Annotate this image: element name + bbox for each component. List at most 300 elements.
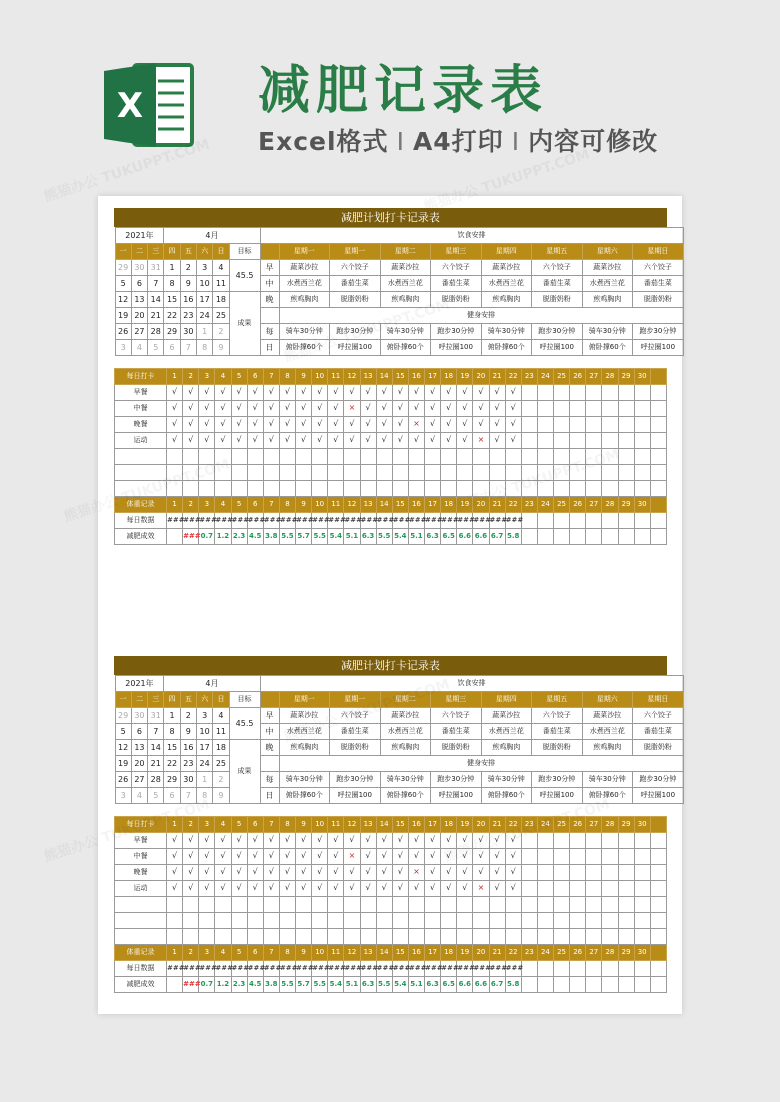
calendar-day: 7 xyxy=(148,724,164,740)
calendar-day: 18 xyxy=(213,292,229,308)
meal-item: 番茄生菜 xyxy=(532,276,583,292)
weekday-header: 日 xyxy=(213,692,229,708)
empty-cell xyxy=(312,928,328,944)
meal-item: 水煮西兰花 xyxy=(481,724,532,740)
checkin-header-row xyxy=(115,368,667,384)
empty-cell xyxy=(521,432,537,448)
check-mark: √ xyxy=(425,384,441,400)
check-mark: √ xyxy=(215,832,231,848)
empty-cell xyxy=(312,896,328,912)
empty-cell xyxy=(618,432,634,448)
empty-cell xyxy=(602,416,618,432)
weekday-header: 五 xyxy=(180,244,196,260)
empty-cell xyxy=(199,912,215,928)
day-header: 16 xyxy=(408,944,424,960)
result-label: 成果 xyxy=(229,740,260,804)
fitness-item: 跑步30分钟 xyxy=(532,772,583,788)
empty-cell xyxy=(183,480,199,496)
day-header: 8 xyxy=(279,944,295,960)
empty-cell xyxy=(554,480,570,496)
empty-cell xyxy=(521,880,537,896)
fitness-item: 骑车30分钟 xyxy=(279,324,330,340)
empty-cell xyxy=(602,896,618,912)
meal-label: 晚 xyxy=(260,740,279,756)
check-mark: √ xyxy=(263,432,279,448)
empty-cell xyxy=(279,896,295,912)
calendar-day: 30 xyxy=(131,708,147,724)
day-header: 28 xyxy=(602,816,618,832)
weekday-header: 三 xyxy=(148,244,164,260)
weight-value: ### xyxy=(473,960,489,976)
empty-cell xyxy=(537,384,553,400)
weight-value: ### xyxy=(199,512,215,528)
week-name: 星期一 xyxy=(279,692,330,708)
check-mark: √ xyxy=(360,416,376,432)
empty-cell xyxy=(376,928,392,944)
calendar-day: 21 xyxy=(148,756,164,772)
empty-cell xyxy=(279,480,295,496)
weight-value: ### xyxy=(183,960,199,976)
check-mark: √ xyxy=(425,880,441,896)
empty-cell xyxy=(586,928,602,944)
check-mark: √ xyxy=(392,880,408,896)
empty-cell xyxy=(586,448,602,464)
empty-cell xyxy=(586,400,602,416)
empty-cell xyxy=(586,432,602,448)
empty-cell xyxy=(537,896,553,912)
empty-cell xyxy=(634,832,650,848)
day-header: 17 xyxy=(425,496,441,512)
check-mark: √ xyxy=(489,880,505,896)
calendar-day: 25 xyxy=(213,756,229,772)
checkin-label: 运动 xyxy=(115,880,167,896)
calendar-row xyxy=(115,756,683,772)
check-mark: √ xyxy=(360,400,376,416)
weight-value: ### xyxy=(312,512,328,528)
weight-header-row xyxy=(115,944,667,960)
empty-cell xyxy=(231,464,247,480)
target-label: 目标 xyxy=(229,244,260,260)
cross-mark: × xyxy=(344,848,360,864)
weight-value: 6.7 xyxy=(489,528,505,544)
check-mark: √ xyxy=(408,400,424,416)
check-mark: √ xyxy=(489,432,505,448)
day-header: 24 xyxy=(537,816,553,832)
check-mark: √ xyxy=(441,832,457,848)
fitness-item: 俯卧撑60个 xyxy=(380,340,431,356)
cross-mark: × xyxy=(408,416,424,432)
day-header: 11 xyxy=(328,816,344,832)
empty-cell xyxy=(489,896,505,912)
empty-cell xyxy=(521,512,537,528)
empty-cell xyxy=(247,912,263,928)
empty-cell xyxy=(554,960,570,976)
empty-cell xyxy=(618,512,634,528)
day-header: 20 xyxy=(473,816,489,832)
empty-cell xyxy=(554,528,570,544)
week-name: 星期一 xyxy=(330,692,381,708)
weight-value: ### xyxy=(167,960,183,976)
empty-cell xyxy=(537,512,553,528)
calendar-day: 26 xyxy=(115,772,131,788)
empty-cell xyxy=(650,384,666,400)
empty-cell xyxy=(570,448,586,464)
day-header: 22 xyxy=(505,496,521,512)
day-header: 27 xyxy=(586,816,602,832)
empty-cell xyxy=(296,464,312,480)
empty-cell xyxy=(215,928,231,944)
check-mark: √ xyxy=(247,432,263,448)
empty-cell xyxy=(279,448,295,464)
empty-cell xyxy=(602,432,618,448)
day-header: 2 xyxy=(183,944,199,960)
empty-cell xyxy=(473,928,489,944)
day-header-empty xyxy=(650,944,666,960)
empty-cell xyxy=(199,480,215,496)
weight-value: ### xyxy=(247,960,263,976)
weight-label: 每日数据 xyxy=(115,960,167,976)
empty-cell xyxy=(473,464,489,480)
empty-cell xyxy=(650,416,666,432)
check-mark: √ xyxy=(263,880,279,896)
day-header: 3 xyxy=(199,496,215,512)
day-header: 19 xyxy=(457,496,473,512)
day-header: 8 xyxy=(279,816,295,832)
check-mark: √ xyxy=(328,400,344,416)
empty-cell xyxy=(537,880,553,896)
empty-cell xyxy=(115,480,167,496)
subtitle-format: Excel格式 xyxy=(258,127,389,156)
checkin-row xyxy=(115,400,667,416)
empty-cell xyxy=(570,928,586,944)
weight-value: 5.5 xyxy=(312,528,328,544)
day-header: 15 xyxy=(392,944,408,960)
calendar-day: 20 xyxy=(131,308,147,324)
meal-label: 晚 xyxy=(260,292,279,308)
check-mark: √ xyxy=(328,848,344,864)
calendar-row xyxy=(115,276,683,292)
meal-item: 水煮西兰花 xyxy=(481,276,532,292)
check-mark: √ xyxy=(247,416,263,432)
empty-cell xyxy=(554,864,570,880)
plan-table xyxy=(115,227,684,356)
check-mark: √ xyxy=(215,384,231,400)
weight-value: ### xyxy=(231,512,247,528)
check-mark: √ xyxy=(441,864,457,880)
check-mark: √ xyxy=(344,432,360,448)
day-header: 27 xyxy=(586,496,602,512)
day-header: 24 xyxy=(537,368,553,384)
empty-cell xyxy=(570,480,586,496)
weight-value: 6.6 xyxy=(473,976,489,992)
empty-cell xyxy=(215,480,231,496)
calendar-row xyxy=(115,724,683,740)
empty-cell xyxy=(183,896,199,912)
check-mark: √ xyxy=(263,416,279,432)
target-value: 45.5 xyxy=(229,708,260,740)
weight-value: 5.5 xyxy=(312,976,328,992)
empty-cell xyxy=(570,896,586,912)
meal-item: 煎鸡胸肉 xyxy=(279,292,330,308)
day-header: 5 xyxy=(231,944,247,960)
check-mark: √ xyxy=(505,832,521,848)
empty-cell xyxy=(521,848,537,864)
empty-cell xyxy=(618,448,634,464)
empty-cell xyxy=(602,384,618,400)
empty-cell xyxy=(618,864,634,880)
empty-cell xyxy=(392,928,408,944)
empty-cell xyxy=(360,912,376,928)
fitness-item: 俯卧撑60个 xyxy=(582,788,633,804)
weight-value: 4.5 xyxy=(247,976,263,992)
weight-value: 6.6 xyxy=(473,528,489,544)
day-header: 22 xyxy=(505,816,521,832)
check-mark: √ xyxy=(183,848,199,864)
empty-cell xyxy=(650,400,666,416)
empty-cell xyxy=(505,896,521,912)
weekday-header: 四 xyxy=(164,692,180,708)
spacer-row xyxy=(115,804,667,816)
empty-cell xyxy=(570,976,586,992)
check-mark: √ xyxy=(231,416,247,432)
empty-cell xyxy=(634,384,650,400)
empty-cell xyxy=(586,880,602,896)
day-header: 27 xyxy=(586,944,602,960)
calendar-day: 6 xyxy=(131,724,147,740)
check-mark: √ xyxy=(312,432,328,448)
weight-value: ### xyxy=(457,960,473,976)
check-mark: √ xyxy=(183,864,199,880)
check-mark: √ xyxy=(199,880,215,896)
calendar-day: 30 xyxy=(180,772,196,788)
day-header: 30 xyxy=(634,816,650,832)
empty-cell xyxy=(618,464,634,480)
check-mark: √ xyxy=(505,400,521,416)
weight-value: 5.4 xyxy=(328,528,344,544)
day-header: 6 xyxy=(247,496,263,512)
calendar-day: 28 xyxy=(148,772,164,788)
calendar-day: 22 xyxy=(164,756,180,772)
empty-cell xyxy=(296,896,312,912)
day-header: 5 xyxy=(231,368,247,384)
empty-cell xyxy=(602,880,618,896)
check-mark: √ xyxy=(408,880,424,896)
empty-cell xyxy=(376,464,392,480)
empty-cell xyxy=(618,880,634,896)
weight-value: ### xyxy=(457,512,473,528)
weight-value: 5.5 xyxy=(376,528,392,544)
empty-cell xyxy=(554,880,570,896)
check-mark: √ xyxy=(247,832,263,848)
empty-cell xyxy=(602,400,618,416)
day-header: 6 xyxy=(247,944,263,960)
spacer xyxy=(115,804,667,816)
empty-cell xyxy=(199,464,215,480)
day-header: 29 xyxy=(618,496,634,512)
meal-label: 中 xyxy=(260,276,279,292)
empty-cell xyxy=(634,848,650,864)
check-mark: √ xyxy=(167,432,183,448)
empty-cell xyxy=(473,480,489,496)
weight-value: 2.3 xyxy=(231,976,247,992)
week-name: 星期三 xyxy=(431,692,482,708)
week-name: 星期四 xyxy=(481,244,532,260)
day-header: 23 xyxy=(521,944,537,960)
empty-cell xyxy=(521,528,537,544)
check-mark: √ xyxy=(360,848,376,864)
calendar-day: 23 xyxy=(180,756,196,772)
day-header: 9 xyxy=(296,496,312,512)
check-mark: √ xyxy=(344,880,360,896)
empty-cell xyxy=(328,896,344,912)
empty-cell xyxy=(586,976,602,992)
year-label: 2021年 xyxy=(115,676,164,692)
empty-cell xyxy=(521,832,537,848)
empty-cell xyxy=(521,864,537,880)
day-header: 16 xyxy=(408,816,424,832)
meal-item: 蔬菜沙拉 xyxy=(380,260,431,276)
empty-row xyxy=(115,464,667,480)
empty-cell xyxy=(344,912,360,928)
empty-cell xyxy=(167,896,183,912)
day-header: 29 xyxy=(618,368,634,384)
check-mark: √ xyxy=(441,400,457,416)
day-header: 21 xyxy=(489,816,505,832)
empty-cell xyxy=(489,480,505,496)
check-mark: √ xyxy=(183,384,199,400)
check-mark: √ xyxy=(167,384,183,400)
checkin-row xyxy=(115,384,667,400)
day-header: 25 xyxy=(554,368,570,384)
weekday-header: 二 xyxy=(131,244,147,260)
empty-cell xyxy=(344,464,360,480)
empty-cell xyxy=(554,400,570,416)
month-label: 4月 xyxy=(164,228,260,244)
calendar-day: 8 xyxy=(197,340,213,356)
check-mark: √ xyxy=(376,400,392,416)
cross-mark: × xyxy=(408,864,424,880)
meal-item: 脱脂奶粉 xyxy=(431,740,482,756)
fitness-item: 跑步30分钟 xyxy=(532,324,583,340)
empty-cell xyxy=(521,928,537,944)
empty-cell xyxy=(441,896,457,912)
check-mark: √ xyxy=(344,416,360,432)
check-mark: √ xyxy=(215,400,231,416)
empty-cell xyxy=(360,480,376,496)
calendar-row xyxy=(115,708,683,724)
day-header: 7 xyxy=(263,496,279,512)
day-header: 18 xyxy=(441,496,457,512)
check-mark: √ xyxy=(231,432,247,448)
weight-value: 5.1 xyxy=(344,976,360,992)
check-mark: √ xyxy=(473,400,489,416)
check-mark: √ xyxy=(441,848,457,864)
meal-item: 煎鸡胸肉 xyxy=(481,740,532,756)
empty-cell xyxy=(344,928,360,944)
weight-value: ### xyxy=(376,960,392,976)
check-mark: √ xyxy=(263,400,279,416)
calendar-day: 16 xyxy=(180,740,196,756)
page-title: 减肥记录表 xyxy=(258,61,549,121)
check-mark: √ xyxy=(392,416,408,432)
empty-cell xyxy=(489,912,505,928)
meal-label-empty xyxy=(260,308,279,324)
empty-cell xyxy=(602,832,618,848)
empty-cell xyxy=(328,480,344,496)
weight-value: 1.2 xyxy=(215,976,231,992)
week-name: 星期六 xyxy=(582,244,633,260)
check-mark: √ xyxy=(457,400,473,416)
empty-cell xyxy=(570,832,586,848)
calendar-row xyxy=(115,740,683,756)
meal-item: 六个饺子 xyxy=(330,260,381,276)
calendar-day: 31 xyxy=(148,708,164,724)
check-mark: √ xyxy=(457,848,473,864)
meal-item: 六个饺子 xyxy=(633,260,684,276)
empty-cell xyxy=(360,928,376,944)
empty-cell xyxy=(570,512,586,528)
calendar-day: 1 xyxy=(197,772,213,788)
empty-cell xyxy=(602,960,618,976)
empty-cell xyxy=(650,960,666,976)
calendar-day: 21 xyxy=(148,308,164,324)
check-mark: √ xyxy=(392,848,408,864)
check-mark: √ xyxy=(247,880,263,896)
empty-cell xyxy=(215,448,231,464)
weekday-header: 三 xyxy=(148,692,164,708)
calendar-day: 5 xyxy=(115,276,131,292)
weight-value: ### xyxy=(441,960,457,976)
check-mark: √ xyxy=(231,880,247,896)
day-header: 13 xyxy=(360,368,376,384)
check-mark: √ xyxy=(263,848,279,864)
title-row xyxy=(115,657,667,675)
check-mark: √ xyxy=(167,400,183,416)
empty-cell xyxy=(650,480,666,496)
year-label: 2021年 xyxy=(115,228,164,244)
empty-cell xyxy=(505,448,521,464)
day-header: 23 xyxy=(521,496,537,512)
check-mark: √ xyxy=(167,848,183,864)
weekday-header: 一 xyxy=(115,692,131,708)
empty-cell xyxy=(586,416,602,432)
weight-value: ### xyxy=(473,512,489,528)
check-mark: √ xyxy=(425,864,441,880)
meal-item: 水煮西兰花 xyxy=(582,276,633,292)
empty-cell xyxy=(231,448,247,464)
weight-value: ### xyxy=(360,960,376,976)
empty-cell xyxy=(537,976,553,992)
meal-item: 煎鸡胸肉 xyxy=(380,292,431,308)
empty-cell xyxy=(376,912,392,928)
meal-item: 煎鸡胸肉 xyxy=(582,740,633,756)
calendar-day: 3 xyxy=(197,260,213,276)
calendar-day: 27 xyxy=(131,324,147,340)
empty-cell xyxy=(441,912,457,928)
check-mark: √ xyxy=(183,400,199,416)
empty-cell xyxy=(602,864,618,880)
empty-cell xyxy=(521,384,537,400)
fitness-item: 骑车30分钟 xyxy=(380,772,431,788)
empty-cell xyxy=(392,448,408,464)
empty-cell xyxy=(537,400,553,416)
calendar-day: 13 xyxy=(131,740,147,756)
checkin-row xyxy=(115,416,667,432)
empty-cell xyxy=(586,384,602,400)
day-header: 2 xyxy=(183,368,199,384)
meal-item: 番茄生菜 xyxy=(532,724,583,740)
weight-value: ### xyxy=(312,960,328,976)
